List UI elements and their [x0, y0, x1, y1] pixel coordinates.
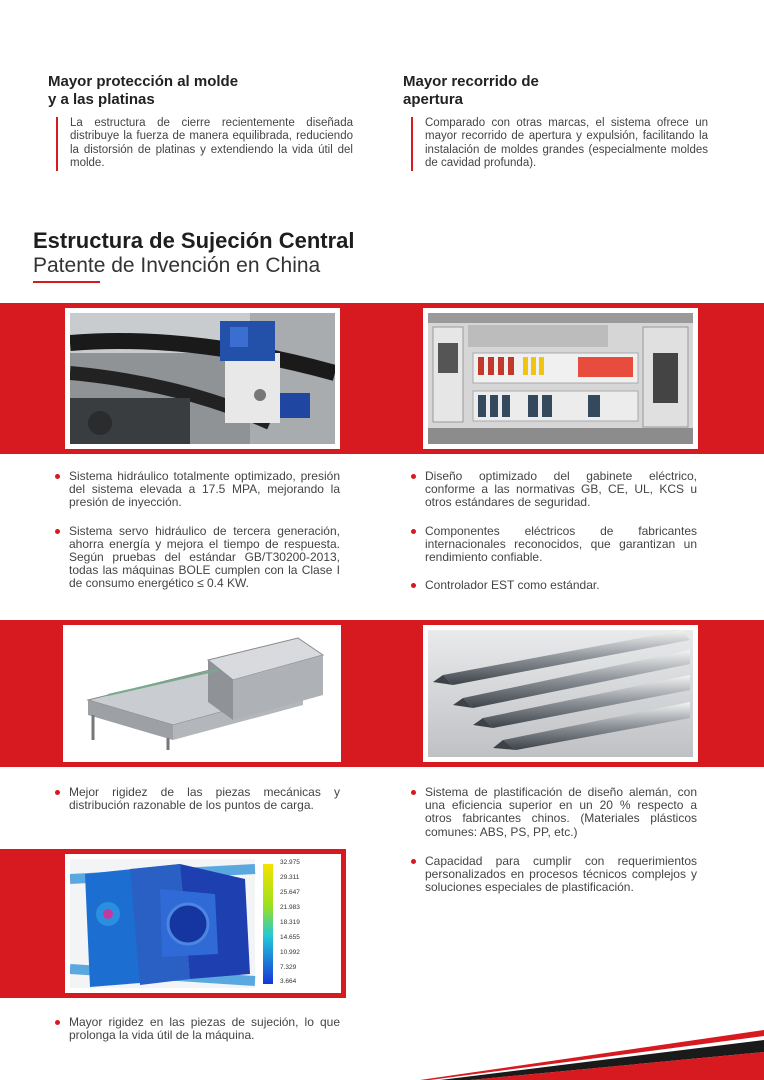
machine-frame-render	[63, 625, 341, 762]
fea-scale-label: 10.992	[280, 949, 300, 956]
plasticizing-screws-photo	[423, 625, 698, 762]
hydraulic-valve-photo	[65, 308, 340, 449]
list-item: Sistema de plastificación de diseño alemán, con una eficiencia superior en un 20 % respecto a otros fabricantes chinos. (Materiales plásticos comunes: ABS, PS, PP, etc.)	[411, 786, 697, 839]
hydraulic-features-list	[55, 470, 340, 591]
feature-body-mold-protection: La estructura de cierre recientemente diseñada distribuye la fuerza de manera equilibrada, reduciendo la distorsión de platinas y extendiendo la vida útil del molde.	[56, 117, 353, 171]
fea-scale-label: 21.983	[280, 904, 300, 911]
screw-features-list	[411, 786, 697, 894]
heading-underline	[33, 281, 100, 283]
clamp-features-list	[55, 1016, 340, 1042]
list-item: Mayor rigidez en las piezas de sujeción, lo que prolonga la vida útil de la máquina.	[55, 1016, 340, 1042]
fea-scale-labels	[280, 859, 330, 989]
section-heading: Estructura de Sujeción Central	[33, 228, 355, 253]
list-item: Capacidad para cumplir con requerimientos personalizados en procesos técnicos complejos y soluciones especiales de plastificación.	[411, 855, 697, 895]
feature-body-opening-stroke: Comparado con otras marcas, el sistema ofrece un mayor recorrido de apertura y expulsión, facilitando la instalación de moldes grandes (especialmente moldes de cavidad profunda).	[411, 117, 708, 171]
fea-scale-label: 29.311	[280, 874, 300, 881]
electrical-features-list	[411, 470, 697, 592]
fea-scale-label: 7.329	[280, 964, 297, 971]
list-item: Diseño optimizado del gabinete eléctrico, conforme a las normativas GB, CE, UL, KCS u otros estándares de seguridad.	[411, 470, 697, 510]
list-item: Componentes eléctricos de fabricantes internacionales reconocidos, que garantizan un rendimiento confiable.	[411, 525, 697, 565]
fea-scale-label: 32.975	[280, 859, 300, 866]
feature-title-mold-protection: Mayor protección al molde y a las platinas	[48, 73, 239, 108]
fea-scale-label: 14.655	[280, 934, 300, 941]
feature-title-opening-stroke: Mayor recorrido de apertura	[403, 73, 539, 108]
list-item: Mejor rigidez de las piezas mecánicas y distribución razonable de los puntos de carga.	[55, 786, 340, 812]
section-subheading: Patente de Invención en China	[33, 254, 321, 277]
fea-scale-label: 25.647	[280, 889, 300, 896]
list-item: Sistema servo hidráulico de tercera generación, ahorra energía y mejora el tiempo de respuesta. Según pruebas del estándar GB/T30200-2013, todas las máquinas BOLE cumplen con la Clase I de consumo energético ≤ 0.4 KW.	[55, 525, 340, 591]
fea-scale-label: 3.664	[280, 978, 297, 985]
list-item: Controlador EST como estándar.	[411, 579, 697, 592]
list-item: Sistema hidráulico totalmente optimizado, presión del sistema elevada a 17.5 MPA, mejorando la presión de inyección.	[55, 470, 340, 510]
electrical-cabinet-photo	[423, 308, 698, 449]
frame-features-list	[55, 786, 340, 812]
fea-scale-label: 18.319	[280, 919, 300, 926]
